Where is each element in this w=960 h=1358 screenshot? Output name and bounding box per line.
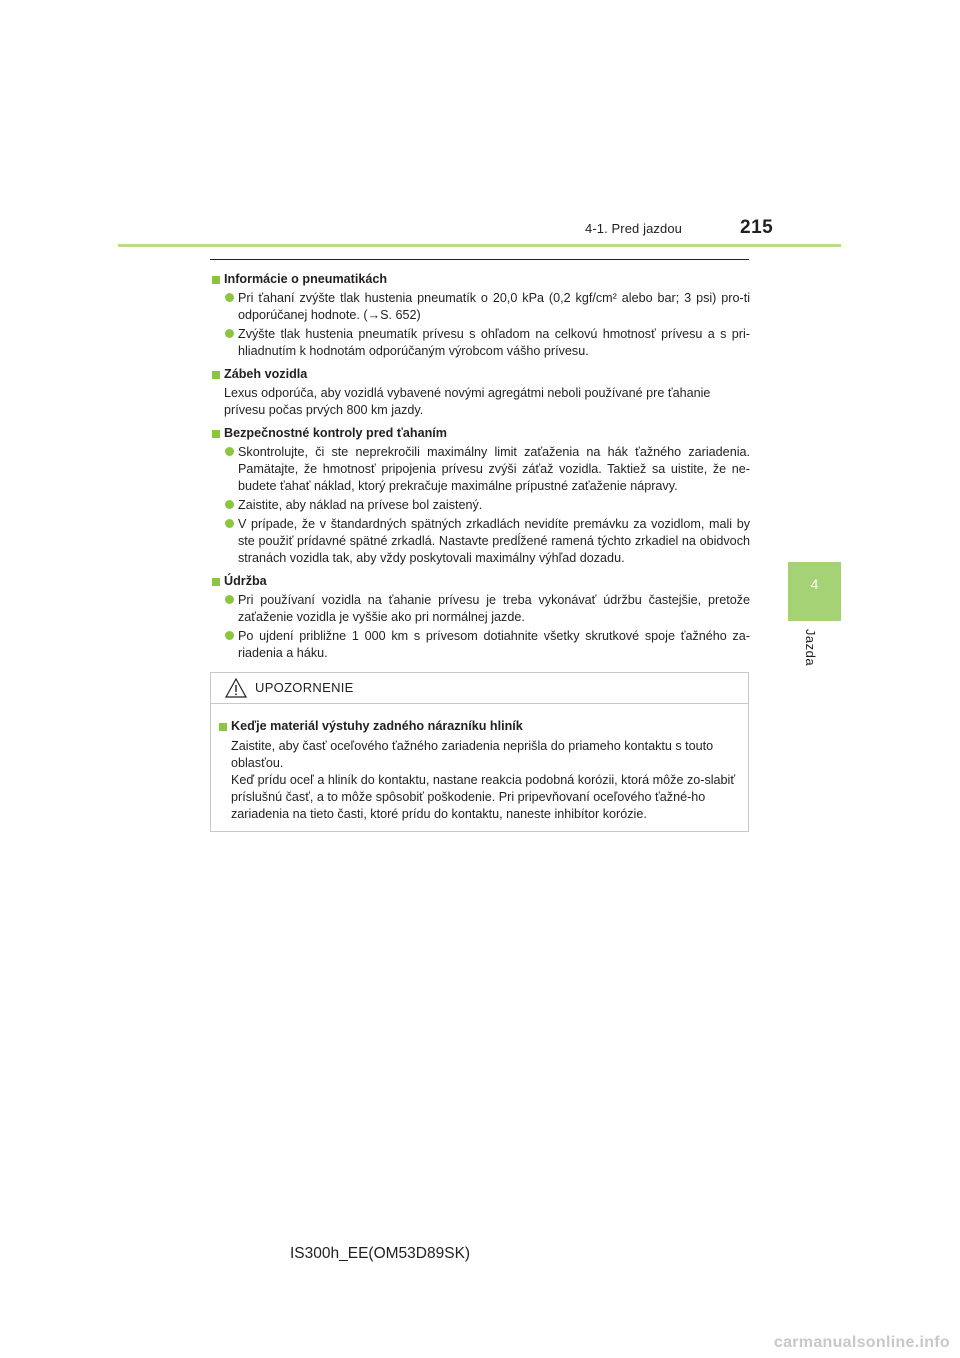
bullet-icon xyxy=(225,329,234,338)
section-paragraph: Lexus odporúča, aby vozidlá vybavené novými agregátmi neboli používané pre ťahanie prívesu počas prvých 800 km jazdy. xyxy=(224,386,711,417)
bullet-icon xyxy=(225,519,234,528)
square-bullet-icon xyxy=(212,578,220,586)
square-bullet-icon xyxy=(212,430,220,438)
watermark-text: carmanualsonline.info xyxy=(773,1334,950,1351)
section-heading-text: Zábeh vozidla xyxy=(224,367,308,381)
chapter-number: 4 xyxy=(810,576,819,592)
content-top-rule xyxy=(210,259,749,260)
warning-triangle-icon xyxy=(225,678,247,698)
warning-body xyxy=(211,715,750,823)
bullet-icon xyxy=(225,631,234,640)
bullet-icon xyxy=(225,447,234,456)
warning-text: Zaistite, aby časť oceľového ťažného zariadenia neprišla do priameho kontaktu s touto oblasťou. Keď prídu oceľ a hliník do kontaktu, nastane reakcia podobná korózii, ktorá môže zo-slabiť príslušnú časť, a to môže spôsobiť poškodenie. Pri pripevňovaní oceľového ťažné-ho zariadenia na tieto časti, ktoré prídu do kontaktu, naneste inhibítor korózie. xyxy=(231,739,736,821)
warning-title: UPOZORNENIE xyxy=(255,680,354,695)
list-item-text: Zaistite, aby náklad na prívese bol zaistený. xyxy=(238,498,483,512)
warning-heading-text: Keďje materiál výstuhy zadného nárazníku hliník xyxy=(231,719,523,733)
square-bullet-icon xyxy=(219,723,227,731)
section-heading xyxy=(210,573,750,590)
list-item-text: Pri používaní vozidla na ťahanie prívesu je treba vykonávať údržbu častejšie, pretože zaťaženie vozidla je vyššie ako pri normálnej jazde. xyxy=(238,593,750,624)
list-item-text: Pri ťahaní zvýšte tlak hustenia pneumatík o 20,0 kPa (0,2 kgf/cm² alebo bar; 3 psi) pro-ti odporúčanej hodnote. (→S. 652) xyxy=(238,291,750,322)
list-item-text: Skontrolujte, či ste neprekročili maximálny limit zaťaženia na hák ťažného zariadenia. Pamätajte, že hmotnosť pripojenia prívesu zvýši záťaž vozidla. Taktiež sa uistite, že ne-budete ťahať náklad, ktorý prekračuje maximálne prípustné zaťaženie nápravy. xyxy=(238,445,750,493)
section-heading xyxy=(210,425,750,442)
list-item-text: V prípade, že v štandardných spätných zrkadlách nevidíte premávku za vozidlom, mali by ste použiť prídavné spätné zrkadlá. Nastavte predĺžené ramená týchto zrkadiel na obidvoch stranách vozidla tak, aby vždy poskytovali maximálny výhľad dozadu. xyxy=(238,517,750,565)
list-item xyxy=(210,497,750,514)
section-title: 4-1. Pred jazdou xyxy=(585,221,682,236)
list-item xyxy=(210,516,750,567)
warning-box xyxy=(210,672,749,832)
square-bullet-icon xyxy=(212,371,220,379)
section-heading xyxy=(210,271,750,288)
watermark-bar xyxy=(0,1328,960,1358)
main-content xyxy=(210,268,750,662)
list-item xyxy=(210,592,750,626)
bullet-icon xyxy=(225,500,234,509)
warning-heading xyxy=(217,718,750,735)
model-code: IS300h_EE(OM53D89SK) xyxy=(290,1245,471,1262)
chapter-label: Jazda xyxy=(803,628,819,667)
header-rule xyxy=(118,244,841,247)
section-heading-text: Bezpečnostné kontroly pred ťahaním xyxy=(224,426,447,440)
list-item xyxy=(210,326,750,360)
bullet-icon xyxy=(225,595,234,604)
section-heading xyxy=(210,366,750,383)
section-heading-text: Informácie o pneumatikách xyxy=(224,272,388,286)
section-heading-text: Údržba xyxy=(224,574,267,588)
list-item xyxy=(210,444,750,495)
warning-header xyxy=(211,673,748,704)
square-bullet-icon xyxy=(212,276,220,284)
list-item-text: Zvýšte tlak hustenia pneumatík prívesu s ohľadom na celkovú hmotnosť prívesu a s pri-hliadnutím k hodnotám odporúčaným výrobcom vášho prívesu. xyxy=(238,327,750,358)
list-item-text: Po ujdení približne 1 000 km s prívesom dotiahnite všetky skrutkové spoje ťažného za-riadenia a háku. xyxy=(238,629,750,660)
list-item xyxy=(210,290,750,324)
list-item xyxy=(210,628,750,662)
page-number: 215 xyxy=(740,217,774,238)
bullet-icon xyxy=(225,293,234,302)
